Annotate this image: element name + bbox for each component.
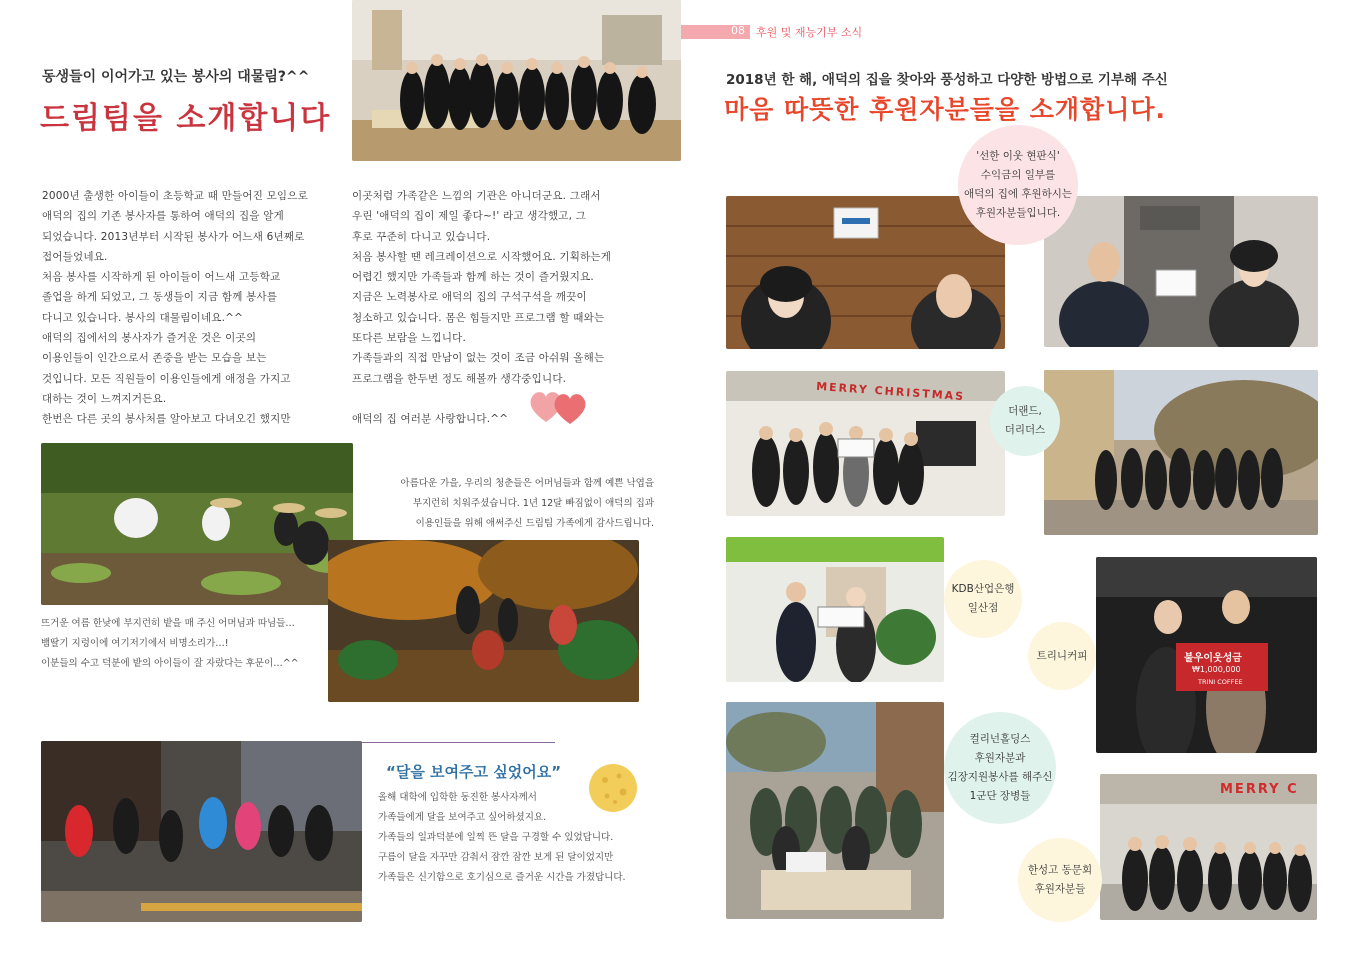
bubble-cullinan: 컬리넌홀딩스 후원자분과 김장지원봉사를 해주신 1군단 장병들 — [944, 712, 1056, 824]
right-section-label: 후원 및 재능기부 소식 — [756, 26, 863, 39]
group-photo — [352, 0, 681, 161]
right-title: 마음 따뜻한 후원자분들을 소개합니다. — [724, 95, 1167, 124]
kdb-photo — [726, 537, 944, 682]
trini-coffee-photo — [1096, 557, 1317, 753]
story-column-1: 2000년 출생한 아이들이 초등학교 때 만들어진 모임으로 애덕의 집의 기존 봉사자를 통하여 애덕의 집을 알게 되었습니다. 2013년부터 시작된 봉사가 어느새 6년째로 접어들었네요. 처음 봉사를 시작하게 된 아이들이 어느새 고등학교 졸업을 하게 되었고, 그 동생들이 지금 함께 봉사를 다니고 있습니다. 봉사의 대물림이네요.^^ 애덕의 집에서의 봉사자가 즐거운 것은 이곳의 이용인들이 인간으로서 존중을 받는 모습을 보는 것입니다. 모든 직원들이 이용인들에게 애정을 가지고 대하는 것이 느껴지거든요. 한번은 다른 곳의 봉사처를 알아보고 다녀오긴 했지만 — [42, 190, 308, 426]
plaque-photo-2 — [1044, 196, 1318, 347]
theleaders-photo — [1044, 370, 1318, 535]
kimchi-volunteer-photo — [726, 702, 944, 919]
bubble-kdb: KDB산업은행 일산점 — [944, 560, 1022, 638]
moon-title: “달을 보여주고 싶었어요” — [386, 763, 562, 781]
merry-c-sign: MERRY C — [1220, 782, 1299, 797]
bubble-trini: 트리니커피 — [1028, 622, 1096, 690]
bubble-theland: 더랜드, 더리더스 — [990, 386, 1060, 456]
moon-divider — [362, 742, 555, 743]
garden-photo — [41, 443, 353, 605]
autumn-caption: 아름다운 가을, 우리의 청춘들은 어머님들과 함께 예쁜 낙엽을 부지런히 치워주셨습니다. 1년 12달 빠짐없이 애덕의 집과 이용인들을 위해 애써주신 드림팀 가족에게 감사드립니다. — [400, 478, 654, 529]
moon-text: 올해 대학에 입학한 동진한 봉사자께서 가족들에게 달을 보여주고 싶어하셨지요. 가족들의 일과덕분에 일찍 뜬 달을 구경할 수 있었답니다. 구름이 달을 자꾸만 감춰서 잠깐 잠깐 보게 된 달이었지만 가족들은 신기함으로 호기심으로 즐거운 시간을 가졌답니다. — [378, 792, 626, 883]
hearts-icon — [528, 386, 590, 426]
merry-christmas-banner: MERRY CHRISTMAS — [815, 379, 966, 404]
bubble-sunhan: '선한 이웃 현판식' 수익금의 일부를 애덕의 집에 후원하시는 후원자분들입니다. — [958, 125, 1078, 245]
bubble-hansung: 한성고 동문회 후원자분들 — [1018, 838, 1102, 922]
moon-viewing-photo — [41, 741, 362, 922]
autumn-leaves-photo — [328, 540, 639, 702]
story-column-2: 이곳처럼 가족같은 느낌의 기관은 아니더군요. 그래서 우린 '애덕의 집이 제일 좋다~!' 라고 생각했고, 그 후로 꾸준히 다니고 있습니다. 처음 봉사할 땐 레크레이션으로 시작했어요. 기획하는게 어렵긴 했지만 가족들과 함께 하는 것이 즐거웠지요. 지금은 노력봉사로 애덕의 집의 구석구석을 깨끗이 청소하고 있습니다. 몸은 힘들지만 프로그램 할 때와는 또다른 보람을 느낍니다. 가족들과의 직접 만남이 없는 것이 조금 아쉬워 올해는 프로그램을 한두번 정도 해볼까 생각중입니다. 애덕의 집 여러분 사랑합니다.^^ — [352, 190, 612, 425]
donation-amount: ₩1,000,000 — [1192, 665, 1241, 674]
garden-caption: 뜨거운 여름 한낮에 부지런히 밭을 매 주신 어머님과 따님들… 뱀딸기 지렁이에 여기저기에서 비명소리가…! 이분들의 수고 덕분에 밭의 아이들이 잘 자랐다는 후문이…^^ — [41, 618, 299, 669]
hansung-alumni-photo — [1100, 774, 1317, 920]
donation-banner-text: 불우이웃성금 — [1184, 653, 1242, 664]
left-subtitle: 동생들이 이어가고 있는 봉사의 대물림?^^ — [42, 69, 310, 85]
theland-photo-1 — [726, 371, 1005, 516]
left-title: 드림팀을 소개합니다 — [40, 101, 332, 136]
donation-company: TRINI COFFEE — [1198, 678, 1243, 686]
right-subtitle: 2018년 한 해, 애덕의 집을 찾아와 풍성하고 다양한 방법으로 기부해 주신 — [726, 72, 1168, 88]
right-page-number: 08 — [731, 24, 745, 37]
